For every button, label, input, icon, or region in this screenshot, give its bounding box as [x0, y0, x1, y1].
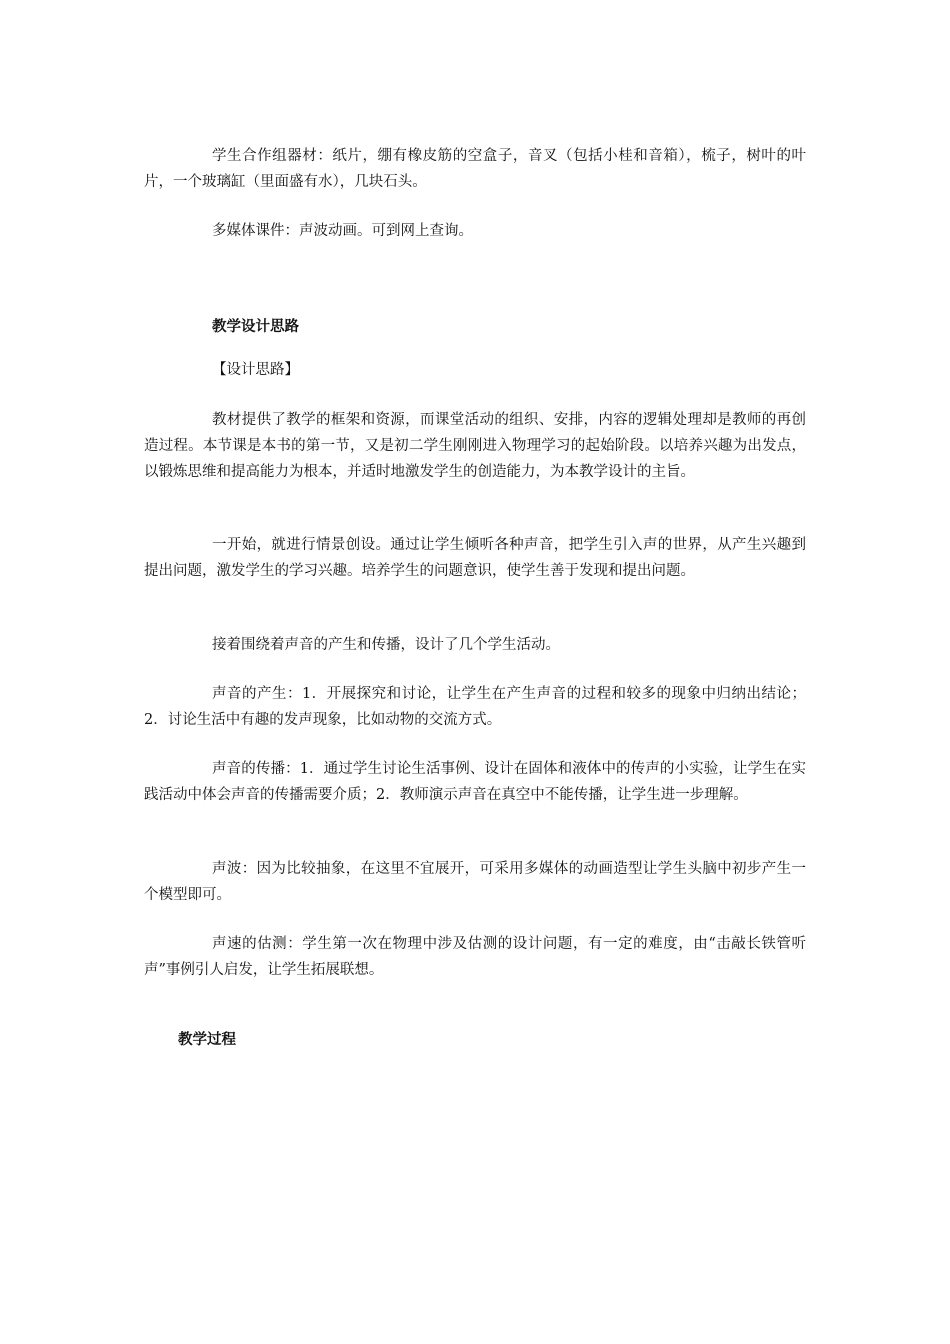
multimedia-paragraph: 多媒体课件：声波动画。可到网上查询。: [212, 223, 473, 239]
scenario-paragraph: 一开始，就进行情景创设。通过让学生倾听各种声音，把学生引入声的世界，从产生兴趣到提出问题，激发学生的学习兴趣。培养学生的问题意识，使学生善于发现和提出问题。: [144, 537, 806, 579]
design-label: 【设计思路】: [212, 362, 299, 378]
sound-wave-paragraph: 声波：因为比较抽象，在这里不宜展开，可采用多媒体的动画造型让学生头脑中初步产生一个模型即可。: [144, 861, 806, 903]
activities-paragraph: 接着围绕着声音的产生和传播，设计了几个学生活动。: [212, 637, 560, 653]
process-section-heading: 教学过程: [178, 1031, 236, 1048]
design-section-heading: 教学设计思路: [212, 318, 299, 335]
speed-estimate-paragraph: 声速的估测：学生第一次在物理中涉及估测的设计问题，有一定的难度，由“击敲长铁管听声”事例引人启发，让学生拓展联想。: [144, 936, 806, 978]
sound-propagation-paragraph: 声音的传播：1．通过学生讨论生活事例、设计在固体和液体中的传声的小实验，让学生在实践活动中体会声音的传播需要介质；2．教师演示声音在真空中不能传播，让学生进一步理解。: [144, 761, 806, 803]
design-intro-paragraph: 教材提供了教学的框架和资源，而课堂活动的组织、安排，内容的逻辑处理却是教师的再创造过程。本节课是本书的第一节，又是初二学生刚刚进入物理学习的起始阶段。以培养兴趣为出发点，以锻炼思维和提高能力为根本，并适时地激发学生的创造能力，为本教学设计的主旨。: [144, 412, 806, 480]
sound-production-paragraph: 声音的产生：1．开展探究和讨论，让学生在产生声音的过程和较多的现象中归纳出结论；2．讨论生活中有趣的发声现象，比如动物的交流方式。: [144, 686, 806, 728]
materials-paragraph: 学生合作组器材：纸片，绷有橡皮筋的空盒子，音叉（包括小桂和音箱），梳子，树叶的叶片，一个玻璃缸（里面盛有水），几块石头。: [144, 148, 806, 190]
